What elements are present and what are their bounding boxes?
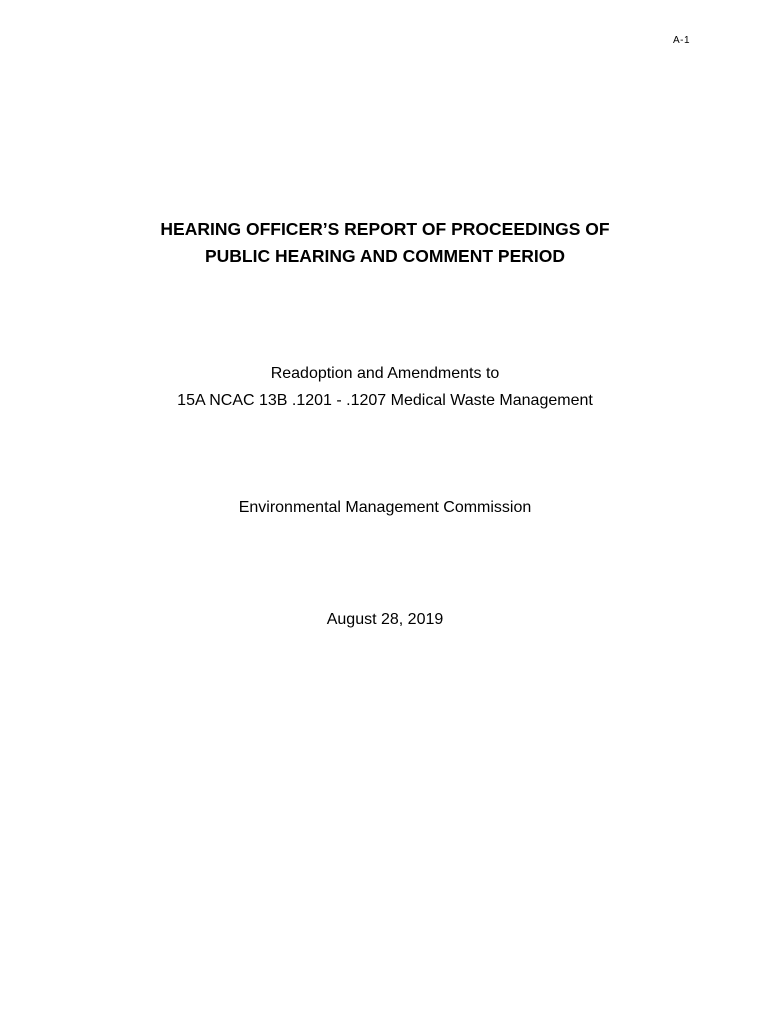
report-title-line-1: HEARING OFFICER’S REPORT OF PROCEEDINGS OF (160, 219, 610, 239)
report-date: August 28, 2019 (326, 611, 444, 628)
report-title-line-2: PUBLIC HEARING AND COMMENT PERIOD (204, 246, 566, 266)
rule-subject-line-2: 15A NCAC 13B .1201 - .1207 Medical Waste Management (177, 392, 593, 409)
rule-subject-line-1: Readoption and Amendments to (270, 365, 500, 382)
commission-name: Environmental Management Commission (238, 499, 532, 516)
page-number: A-1 (672, 35, 690, 46)
rule-subject (0, 360, 770, 414)
report-title (0, 216, 770, 270)
